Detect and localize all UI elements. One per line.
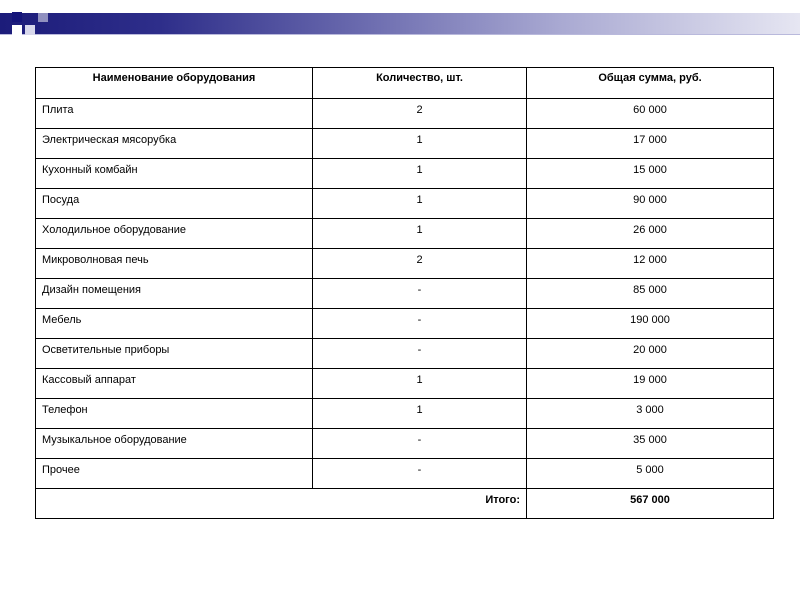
table-row	[36, 459, 774, 489]
cell-name: Микроволновая печь	[36, 249, 313, 279]
table-row	[36, 189, 774, 219]
cell-sum: 90 000	[527, 189, 774, 219]
total-label: Итого:	[36, 489, 527, 519]
cell-name: Прочее	[36, 459, 313, 489]
table-row	[36, 309, 774, 339]
column-header-qty: Количество, шт.	[313, 68, 527, 99]
table-row	[36, 339, 774, 369]
table-header-row	[36, 68, 774, 99]
table-row	[36, 99, 774, 129]
table-row	[36, 249, 774, 279]
total-value: 567 000	[527, 489, 774, 519]
cell-qty: 1	[313, 159, 527, 189]
cell-name: Музыкальное оборудование	[36, 429, 313, 459]
cell-name: Плита	[36, 99, 313, 129]
table-body	[36, 99, 774, 519]
cell-qty: -	[313, 309, 527, 339]
cell-sum: 17 000	[527, 129, 774, 159]
cell-sum: 60 000	[527, 99, 774, 129]
equipment-table	[35, 67, 774, 519]
cell-sum: 26 000	[527, 219, 774, 249]
cell-name: Электрическая мясорубка	[36, 129, 313, 159]
table-row	[36, 219, 774, 249]
table-row	[36, 159, 774, 189]
cell-qty: 1	[313, 129, 527, 159]
cell-sum: 20 000	[527, 339, 774, 369]
cell-name: Телефон	[36, 399, 313, 429]
cell-sum: 19 000	[527, 369, 774, 399]
cell-sum: 85 000	[527, 279, 774, 309]
cell-name: Кассовый аппарат	[36, 369, 313, 399]
column-header-name: Наименование оборудования	[36, 68, 313, 99]
cell-qty: 1	[313, 219, 527, 249]
cell-sum: 3 000	[527, 399, 774, 429]
decor-square	[12, 12, 22, 22]
cell-qty: -	[313, 279, 527, 309]
cell-qty: 1	[313, 189, 527, 219]
table-row	[36, 399, 774, 429]
cell-qty: 2	[313, 99, 527, 129]
cell-sum: 15 000	[527, 159, 774, 189]
cell-name: Дизайн помещения	[36, 279, 313, 309]
decor-square	[12, 25, 22, 35]
table-row	[36, 429, 774, 459]
decor-square	[25, 0, 35, 10]
cell-qty: -	[313, 459, 527, 489]
cell-sum: 5 000	[527, 459, 774, 489]
cell-name: Мебель	[36, 309, 313, 339]
cell-name: Кухонный комбайн	[36, 159, 313, 189]
table-total-row	[36, 489, 774, 519]
cell-name: Холодильное оборудование	[36, 219, 313, 249]
decor-square	[38, 12, 48, 22]
header-gradient-bar	[0, 13, 800, 34]
table-row	[36, 279, 774, 309]
cell-name: Посуда	[36, 189, 313, 219]
cell-sum: 35 000	[527, 429, 774, 459]
cell-qty: -	[313, 429, 527, 459]
column-header-sum: Общая сумма, руб.	[527, 68, 774, 99]
cell-sum: 190 000	[527, 309, 774, 339]
cell-qty: 1	[313, 399, 527, 429]
cell-qty: -	[313, 339, 527, 369]
table-row	[36, 369, 774, 399]
table-row	[36, 129, 774, 159]
cell-qty: 2	[313, 249, 527, 279]
cell-qty: 1	[313, 369, 527, 399]
cell-sum: 12 000	[527, 249, 774, 279]
cell-name: Осветительные приборы	[36, 339, 313, 369]
header-divider	[0, 34, 800, 35]
decor-square	[25, 25, 35, 35]
